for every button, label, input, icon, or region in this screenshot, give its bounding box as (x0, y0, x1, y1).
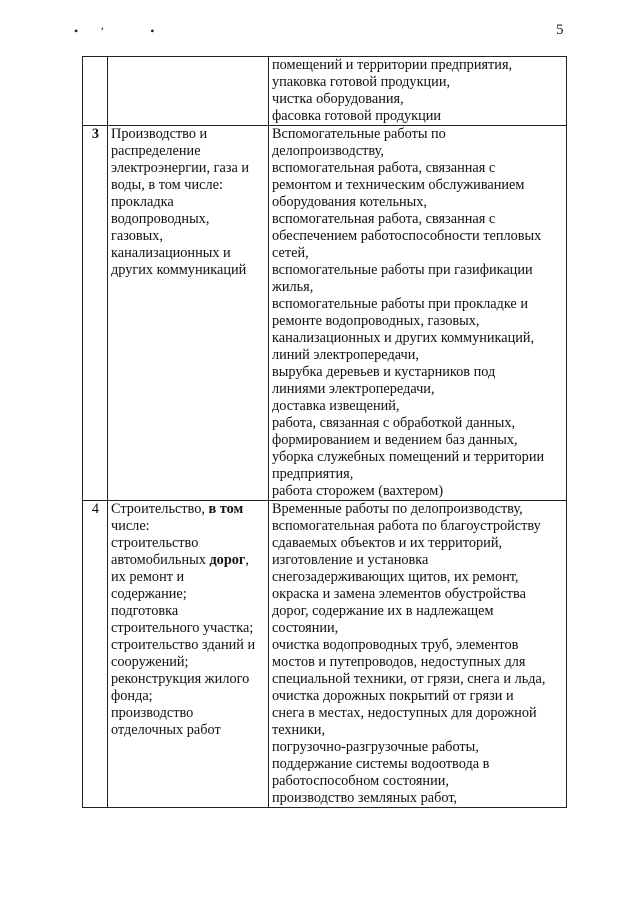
text-line: работоспособном состоянии, (272, 773, 449, 789)
text-line: изготовление и установка (272, 552, 429, 568)
text-line: упаковка готовой продукции, (272, 74, 451, 90)
text-line: сетей, (272, 245, 309, 261)
works-cell (269, 57, 567, 126)
page-number: 5 (556, 22, 564, 38)
text-line: сооружений; (111, 654, 189, 670)
text-line: линиями электропередачи, (272, 381, 435, 397)
bold-text: в том (208, 501, 244, 517)
text-line: вырубка деревьев и кустарников под (272, 364, 496, 380)
text-line: прокладка (111, 194, 174, 210)
text-line: предприятия, (272, 466, 354, 482)
text-line: мостов и путепроводов, недоступных для (272, 654, 526, 670)
text-line: специальной техники, от грязи, снега и льда, (272, 671, 546, 687)
industry-cell (108, 501, 269, 808)
text-line: уборка служебных помещений и территории (272, 449, 545, 465)
works-cell (269, 501, 567, 808)
text-line: состоянии, (272, 620, 339, 636)
text-line: помещений и территории предприятия, (272, 57, 513, 73)
text-line (111, 552, 266, 569)
text-line: подготовка (111, 603, 179, 619)
text-line: производство (111, 705, 194, 721)
text-line: очистка водопроводных труб, элементов (272, 637, 519, 653)
text-line: жилья, (272, 279, 314, 295)
text-line: содержание; (111, 586, 187, 602)
text-line: фасовка готовой продукции (272, 108, 442, 124)
text-line: обеспечением работоспособности тепловых (272, 228, 542, 244)
text-line: Временные работы по делопроизводству, (272, 501, 523, 517)
text-line: канализационных и (111, 245, 231, 261)
text-span: Строительство, (111, 501, 209, 517)
scan-marks: •’ • (74, 24, 177, 38)
text-line: погрузочно-разгрузочные работы, (272, 739, 479, 755)
text-line: снега в местах, недоступных для дорожной (272, 705, 537, 721)
row-number (83, 57, 108, 126)
text-line: ремонте водопроводных, газовых, (272, 313, 480, 329)
text-line: строительство зданий и (111, 637, 256, 653)
table-row (83, 126, 567, 501)
text-span: , (245, 552, 249, 568)
works-cell (269, 126, 567, 501)
industry-cell (108, 57, 269, 126)
text-line: реконструкция жилого (111, 671, 250, 687)
text-line: чистка оборудования, (272, 91, 404, 107)
text-line: дорог, содержание их в надлежащем (272, 603, 494, 619)
text-line: распределение (111, 143, 201, 159)
text-line: строительного участка; (111, 620, 254, 636)
text-line: вспомогательная работа, связанная с (272, 211, 496, 227)
row-number: 3 (83, 126, 108, 501)
text-line: линий электропередачи, (272, 347, 419, 363)
text-line: производство земляных работ, (272, 790, 458, 806)
works-table (82, 56, 567, 808)
text-line: отделочных работ (111, 722, 221, 738)
text-line: поддержание системы водоотвода в (272, 756, 490, 772)
text-line: канализационных и других коммуникаций, (272, 330, 535, 346)
text-line: техники, (272, 722, 326, 738)
text-line: снегозадерживающих щитов, их ремонт, (272, 569, 519, 585)
table-row (83, 57, 567, 126)
text-line: других коммуникаций (111, 262, 247, 278)
industry-cell (108, 126, 269, 501)
text-line: ремонтом и техническим обслуживанием (272, 177, 525, 193)
text-line: делопроизводству, (272, 143, 384, 159)
text-line: фонда; (111, 688, 153, 704)
text-line: доставка извещений, (272, 398, 400, 414)
text-line: Производство и (111, 126, 208, 142)
text-line: газовых, (111, 228, 164, 244)
text-line: их ремонт и (111, 569, 185, 585)
text-line: оборудования котельных, (272, 194, 427, 210)
text-line: строительство (111, 535, 199, 551)
text-line: работа, связанная с обработкой данных, (272, 415, 516, 431)
text-line: вспомогательная работа по благоустройству (272, 518, 541, 534)
text-line: окраска и замена элементов обустройства (272, 586, 526, 602)
text-line: очистка дорожных покрытий от грязи и (272, 688, 514, 704)
text-line: вспомогательная работа, связанная с (272, 160, 496, 176)
text-line: формированием и ведением баз данных, (272, 432, 518, 448)
text-line (111, 501, 266, 518)
text-line: водопроводных, (111, 211, 210, 227)
text-span: автомобильных (111, 552, 210, 568)
text-line: работа сторожем (вахтером) (272, 483, 444, 499)
text-line: числе: (111, 518, 150, 534)
text-line: вспомогательные работы при газификации (272, 262, 533, 278)
text-line: воды, в том числе: (111, 177, 223, 193)
text-line: электроэнергии, газа и (111, 160, 250, 176)
bold-text: дорог (209, 552, 246, 568)
table-row (83, 501, 567, 808)
row-number: 4 (83, 501, 108, 808)
text-line: Вспомогательные работы по (272, 126, 446, 142)
text-line: вспомогательные работы при прокладке и (272, 296, 528, 312)
text-line: сдаваемых объектов и их территорий, (272, 535, 503, 551)
